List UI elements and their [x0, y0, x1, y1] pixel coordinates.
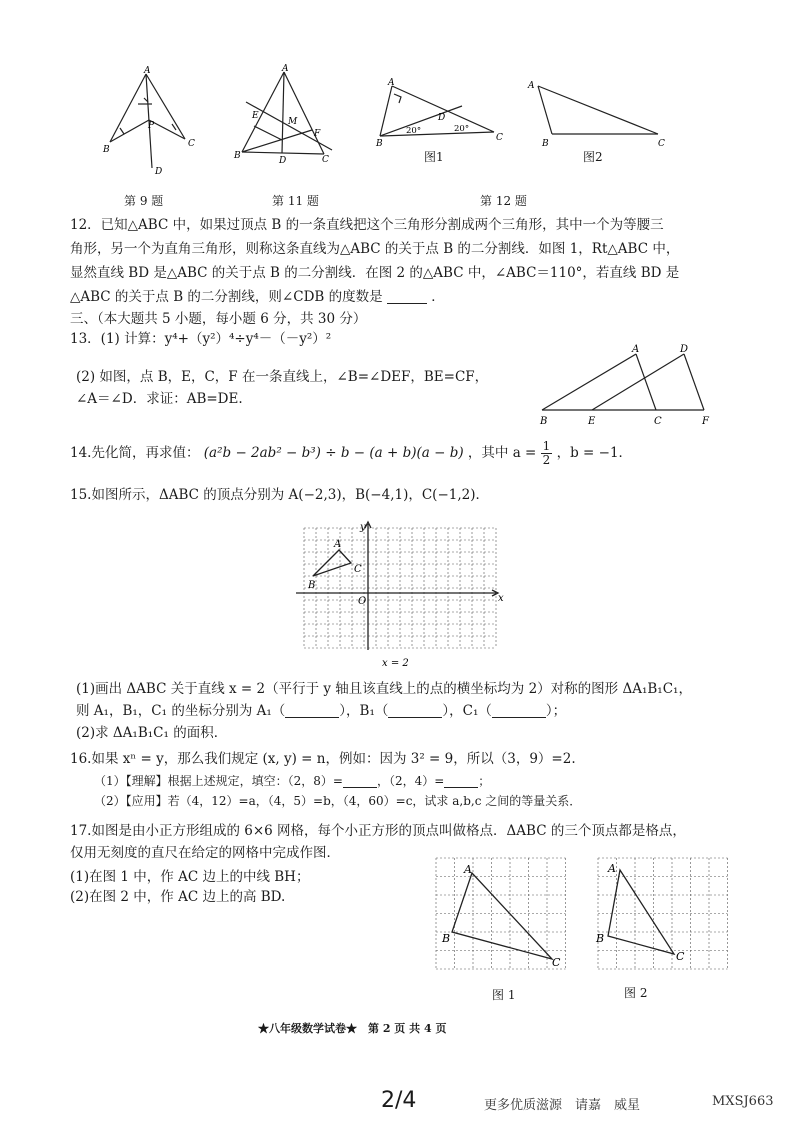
caption-q17-fig2: 图 2 — [624, 986, 648, 1000]
q15-line-1: 15.如图所示，ΔABC 的顶点分别为 A(−2,3)，B(−4,1)，C(−1,2)． — [70, 487, 489, 503]
q14-fraction-den: 2 — [542, 453, 551, 467]
q17b-label-b: B — [596, 932, 605, 945]
q12b-label-b: B — [542, 139, 549, 146]
q17b-label-a: A — [608, 862, 616, 875]
q11-label-f: F — [314, 129, 321, 139]
q12-line-4-end: ． — [431, 289, 445, 305]
q12-line-3: 显然直线 BD 是△ABC 的关于点 B 的二分割线．在图 2 的△ABC 中，∠ABC＝110°，若直线 BD 是 — [70, 265, 680, 281]
q11-label-e: E — [252, 111, 259, 121]
q14-line — [70, 440, 632, 467]
q11-label-a: A — [282, 64, 289, 74]
q14-fraction-num: 1 — [542, 439, 551, 453]
q9-label-a: A — [144, 66, 151, 76]
figure-q17-1 — [432, 854, 574, 974]
q17a-label-c: C — [552, 956, 561, 969]
caption-q12: 第 12 题 — [480, 194, 527, 208]
q15-part-1b-b: ），B₁（ — [339, 703, 389, 719]
q17-line-4: (2)在图 2 中，作 AC 边上的高 BD. — [70, 889, 286, 905]
q16-line-1: 16.如果 xⁿ = y，那么我们规定 (x, y) = n，例如：因为 3² = 9，所以（3，9）=2. — [70, 751, 576, 767]
page-footer: ★八年级数学试卷★ 第 2 页 共 4 页 — [258, 1022, 447, 1035]
caption-q17-fig1: 图 1 — [492, 988, 516, 1002]
q13-part-2-line-2: ∠A＝∠D．求证：AB=DE. — [76, 391, 243, 407]
q12-line-1: 12．已知△ABC 中，如果过顶点 B 的一条直线把这个三角形分割成两个三角形，其中一个为等腰三 — [70, 217, 664, 233]
q12a-angle-1: 20° — [406, 126, 422, 136]
q16-line-2-c: ； — [478, 774, 491, 788]
q12b-label-c: C — [658, 139, 665, 146]
q11-label-c: C — [322, 155, 329, 165]
q15-part-1-line-1: (1)画出 ΔABC 关于直线 x = 2（平行于 y 轴且该直线上的点的横坐标均为 2）对称的图形 ΔA₁B₁C₁， — [76, 681, 692, 697]
q12a-angle-2: 20° — [454, 124, 470, 134]
q11-label-d: D — [279, 156, 287, 166]
q13-part-2-line-1: (2) 如图，点 B，E，C，F 在一条直线上，∠B=∠DEF，BE=CF， — [76, 369, 489, 385]
section-3-heading: 三、（本大题共 5 小题，每小题 6 分，共 30 分） — [70, 311, 367, 327]
q14-tail: ，b = −1． — [556, 445, 633, 461]
q14-fraction — [541, 440, 553, 467]
q12a-label-d: D — [438, 113, 446, 123]
q15-label-b: B — [308, 580, 316, 591]
q16-line-2-a: （1）【理解】根据上述规定，填空：（2，8）= — [94, 774, 343, 788]
caption-q9: 第 9 题 — [124, 194, 164, 208]
q15-part-2: (2)求 ΔA₁B₁C₁ 的面积． — [76, 725, 228, 741]
q15-a1-blank[interactable] — [285, 703, 339, 718]
q15-axis-y: y — [360, 522, 366, 533]
figure-q9 — [100, 62, 200, 177]
q14-mid: ，其中 a = — [467, 445, 537, 461]
figure-q17-2 — [594, 854, 736, 974]
q13-label-c: C — [654, 416, 662, 427]
q15-part-1b-d: ）； — [545, 703, 567, 719]
q17a-label-b: B — [442, 932, 451, 945]
q13-part-1: 13．(1) 计算：y⁴+（y²）⁴÷y⁴－（－y²）² — [70, 331, 332, 347]
q15-part-1-line-2 — [76, 700, 566, 722]
q15-label-a: A — [334, 539, 342, 550]
q14-lead: 14.先化简，再求值： — [70, 445, 200, 461]
q11-label-b: B — [234, 151, 241, 161]
page-indicator: 2/4 — [381, 1088, 417, 1113]
q16-blank-1[interactable] — [343, 773, 377, 788]
q11-label-m: M — [288, 117, 298, 127]
q13-label-d: D — [680, 344, 689, 355]
caption-q11: 第 11 题 — [272, 194, 319, 208]
q9-label-p: P — [148, 121, 155, 131]
figure-q15-grid — [296, 520, 506, 670]
q17a-label-a: A — [464, 863, 472, 876]
caption-fig2: 图2 — [583, 150, 603, 164]
q16-line-3: （2）【应用】若（4，12）=a，（4，5）=b，（4，60）=c，试求 a,b,c 之间的等量关系． — [94, 794, 582, 808]
q15-line-label: x = 2 — [382, 658, 409, 669]
q9-label-b: B — [103, 145, 110, 155]
q15-c1-blank[interactable] — [492, 703, 546, 718]
q13-label-b: B — [540, 416, 548, 427]
q9-label-c: C — [188, 139, 195, 149]
q12-line-4-text: △ABC 的关于点 B 的二分割线，则∠CDB 的度数是 — [70, 289, 383, 305]
q15-label-c: C — [354, 564, 362, 575]
q17-line-2: 仅用无刻度的直尺在给定的网格中完成作图． — [70, 845, 340, 861]
q14-expression: (a²b − 2ab² − b³) ÷ b − (a + b)(a − b) — [203, 445, 464, 461]
q12a-label-a: A — [388, 78, 395, 88]
figure-q12-2 — [522, 76, 672, 146]
q12-line-4 — [70, 286, 445, 308]
q12b-label-a: A — [528, 81, 535, 91]
q15-axis-x: x — [498, 593, 504, 604]
figure-q12-1 — [372, 76, 507, 146]
q9-label-d: D — [155, 167, 163, 177]
q15-b1-blank[interactable] — [388, 703, 442, 718]
promo-text: 更多优质滋源 请嘉 威星 — [484, 1098, 641, 1113]
q12-answer-blank[interactable] — [387, 289, 427, 304]
q17b-label-c: C — [676, 950, 685, 963]
q16-line-2-b: ，（2，4）= — [376, 774, 445, 788]
q12a-label-c: C — [496, 133, 503, 143]
q17-line-1: 17.如图是由小正方形组成的 6×6 网格，每个小正方形的顶点叫做格点．ΔABC 的三个顶点都是格点， — [70, 823, 686, 839]
q17-line-3: (1)在图 1 中，作 AC 边上的中线 BH； — [70, 869, 310, 885]
q13-label-f: F — [702, 416, 709, 427]
q13-label-a: A — [632, 344, 640, 355]
caption-fig1: 图1 — [424, 150, 444, 164]
q16-blank-2[interactable] — [444, 773, 478, 788]
q15-part-1b-c: ），C₁（ — [442, 703, 492, 719]
q12a-label-b: B — [376, 139, 383, 146]
figure-q13 — [532, 340, 722, 430]
q15-origin: O — [358, 596, 367, 607]
q13-label-e: E — [588, 416, 596, 427]
q12-line-2: 角形，另一个为直角三角形，则称这条直线为△ABC 的关于点 B 的二分割线．如图 1，Rt△ABC 中， — [70, 241, 680, 257]
figure-q11 — [232, 62, 342, 167]
doc-code: MXSJ663 — [712, 1094, 774, 1109]
q16-line-2 — [94, 770, 490, 792]
q15-part-1b-a: 则 A₁，B₁，C₁ 的坐标分别为 A₁（ — [76, 703, 286, 719]
